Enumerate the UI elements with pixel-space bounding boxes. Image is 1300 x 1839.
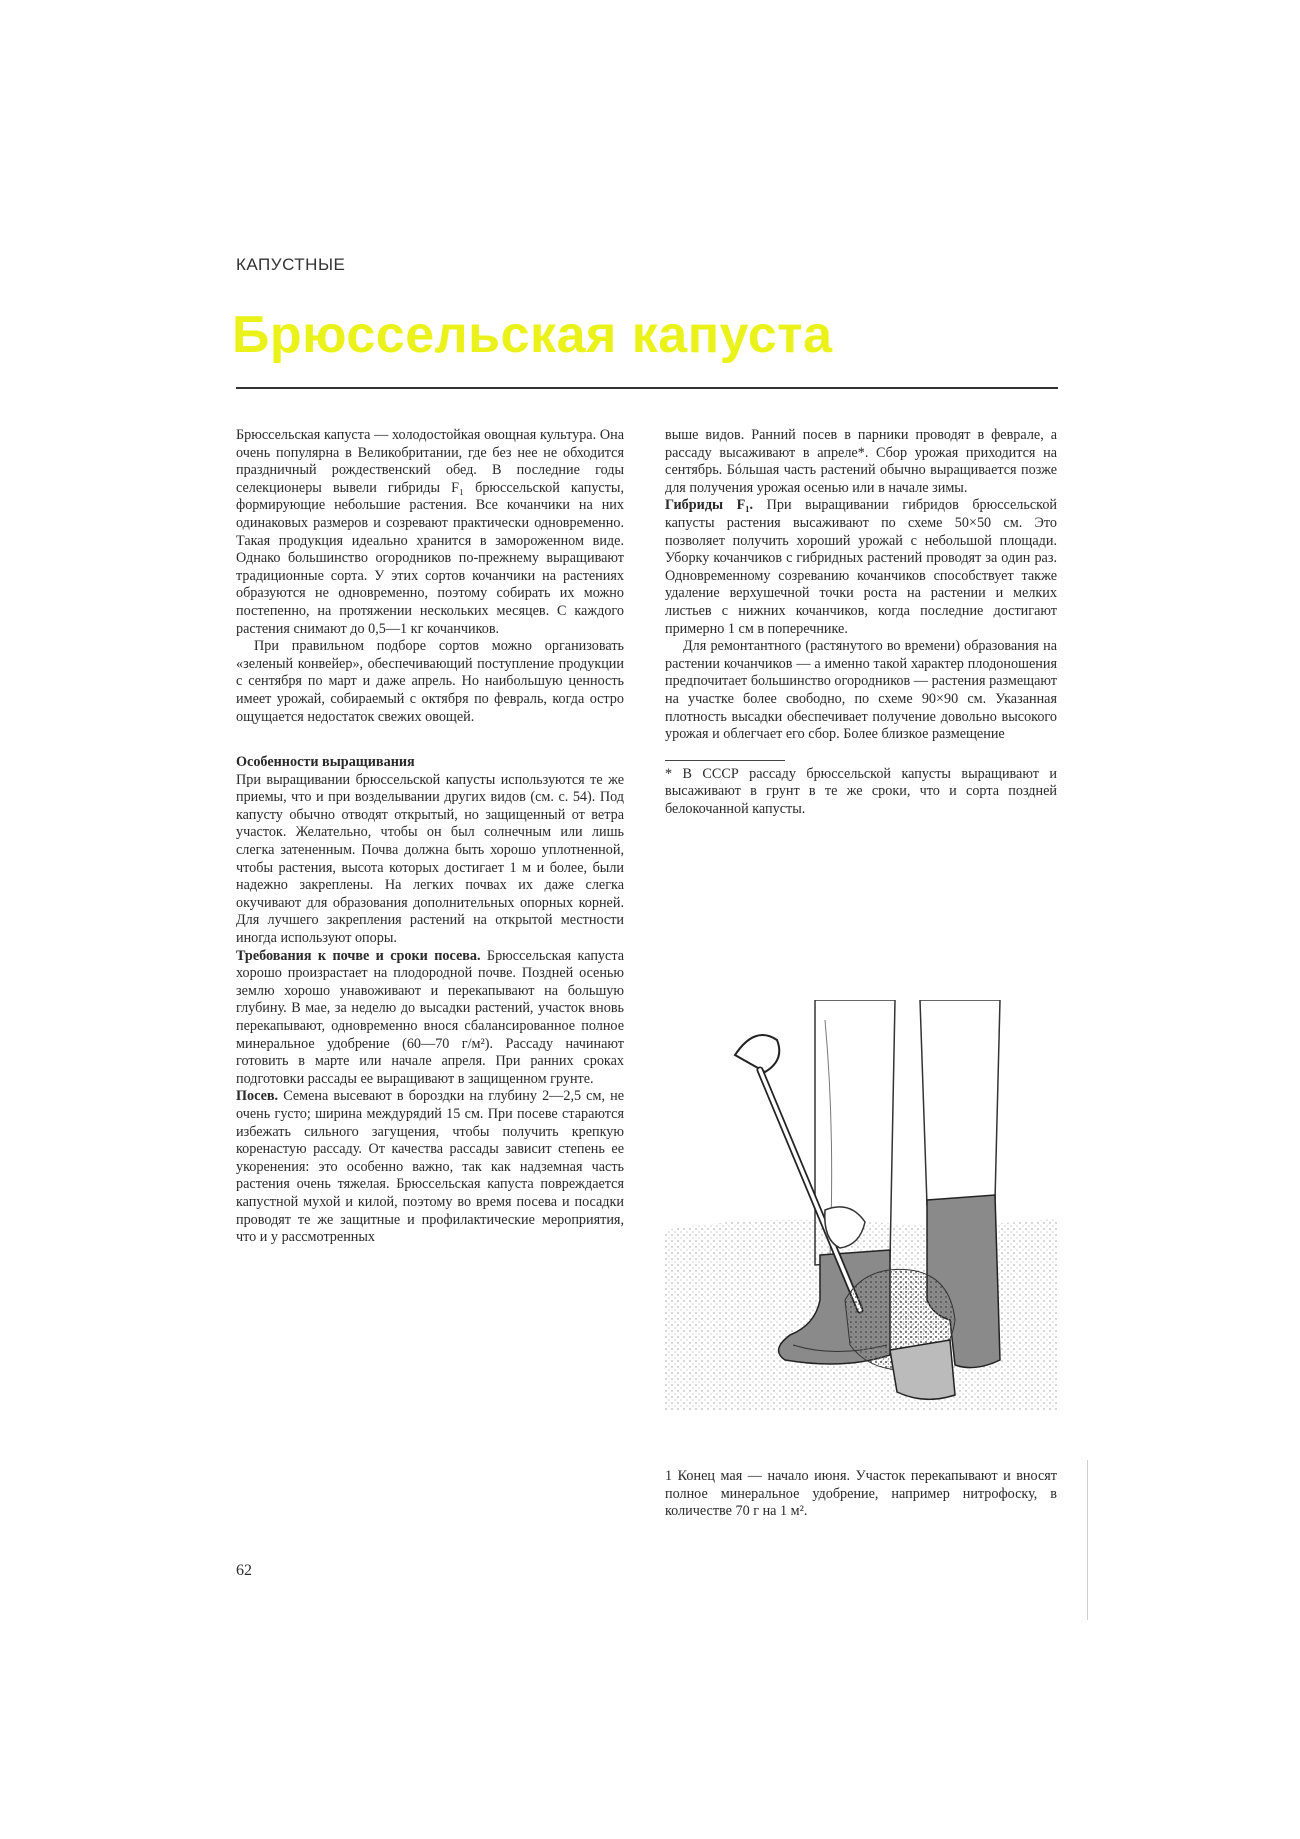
sowing-runin-heading: Посев. xyxy=(236,1088,279,1105)
section-label: КАПУСТНЫЕ xyxy=(236,255,346,274)
sowing-paragraph xyxy=(236,1088,624,1246)
sowing-text: Семена высевают в бороздки на глубину 2—2,5 см, не очень густо; ширина междурядий 15 см. При посеве стараются избежать сильного загущения, чтобы получить крепкую коренастую рассаду. От качества рассады зависит степень ее укоренения: это особенно важно, так как надземная часть растения очень тяжелая. Брюссельская капуста повреждается капустной мухой и килой, поэтому во время посева и посадки проводят те же защитные и профилактические мероприятия, что и у рассмотренных xyxy=(236,1088,624,1246)
spacer xyxy=(236,726,624,754)
continuation-paragraph: выше видов. Ранний посев в парники проводят в феврале, а рассаду высаживают в апреле*. Сбор урожая приходится на сентябрь. Бóльшая часть растений обычно выращивается позже для получения урожая осенью или в начале зимы. xyxy=(665,427,1057,496)
soil-paragraph xyxy=(236,948,624,1089)
cultivation-paragraph: При выращивании брюссельской капусты используются те же приемы, что и при возделывании других видов (см. с. 54). Под капусту обычно отводят открытый, но защищенный от ветра участок. Желательно, чтобы он был солнечным или лишь слегка затененным. Почва должна быть хорошо уплотненной, чтобы растения, высота которых достигает 1 м и более, были надежно закреплены. На легких почвах их даже слегка окучивают для образования дополнительных опорных корней. Для лучшего закрепления растений на открытой местности иногда используют опоры. xyxy=(236,771,624,947)
left-column xyxy=(236,427,624,1247)
remontant-paragraph: Для ремонтантного (растянутого во времени) образования на растении кочанчиков — а именно такой характер плодоношения предпочитает большинство огородников — растения размещают на участке более свободно, по схеме 90×90 см. Указанная плотность высадки обеспечивает получение довольно высокого урожая и облегчает его сбор. Более близкое размещение xyxy=(665,638,1057,743)
cultivation-heading: Особенности выращивания xyxy=(236,754,415,771)
figure-illustration xyxy=(665,1000,1057,1410)
footnote-rule xyxy=(665,760,785,761)
hybrids-paragraph xyxy=(665,497,1057,638)
right-column xyxy=(665,427,1057,818)
hybrids-runin-heading: Гибриды F₁. xyxy=(665,497,754,514)
title-rule xyxy=(236,387,1058,389)
page-number: 62 xyxy=(236,1562,252,1579)
soil-runin-heading: Требования к почве и сроки посева. xyxy=(236,947,481,964)
footnote: * В СССР рассаду брюссельской капусты выращивают и высаживают в грунт в те же сроки, что и сорта поздней белокочанной капусты. xyxy=(665,765,1057,817)
soil-text: Брюссельская капуста хорошо произрастает на плодородной почве. Поздней осенью землю хорошо унавоживают и перекапывают на большую глубину. В мае, за неделю до высадки растений, участок вновь перекапывают, одновременно внося сбалансированное полное минеральное удобрение (60—70 г/м²). Рассаду начинают готовить в марте или начале апреля. При ранних сроках подготовки рассады ее выращивают в защищенном грунте. xyxy=(236,947,624,1087)
conveyor-paragraph: При правильном подборе сортов можно организовать «зеленый конвейер», обеспечивающий поступление продукции с сентября по март и даже апрель. Но наибольшую ценность имеет урожай, собираемый с октября по февраль, когда остро ощущается недостаток свежих овощей. xyxy=(236,638,624,725)
figure-caption: 1 Конец мая — начало июня. Участок перекапывают и вносят полное минеральное удобрение, например нитрофоску, в количестве 70 г на 1 м². xyxy=(665,1468,1057,1520)
page-edge-line xyxy=(1087,1460,1088,1620)
page-title: Брюссельская капуста xyxy=(232,306,833,364)
digging-illustration xyxy=(665,1000,1057,1410)
hybrids-text: При выращивании гибридов брюссельской капусты растения высаживают по схеме 50×50 см. Это позволяет получить хороший урожай с небольшой площади. Уборку кочанчиков с гибридных растений проводят за один раз. Одновременному созреванию кочанчиков способствует также удаление верхушечной точки роста на растении и мелких листьев с нижних кочанчиков, когда последние достигают примерно 1 см в поперечнике. xyxy=(665,497,1058,637)
intro-paragraph: Брюссельская капуста — холодостойкая овощная культура. Она очень популярна в Великобритании, где без нее не обходится праздничный рождественский обед. В последние годы селекционеры вывели гибриды F₁ брюссельской капусты, формирующие небольшие растения. Все кочанчики на них одинаковых размеров и созревают практически одновременно. Такая продукция идеально хранится в замороженном виде. Однако большинство огородников по-прежнему выращивают традиционные сорта. У этих сортов кочанчики на растениях образуются не одновременно, поэтому собирать их можно постепенно, на протяжении нескольких месяцев. С каждого растения снимают до 0,5—1 кг кочанчиков. xyxy=(236,427,624,637)
